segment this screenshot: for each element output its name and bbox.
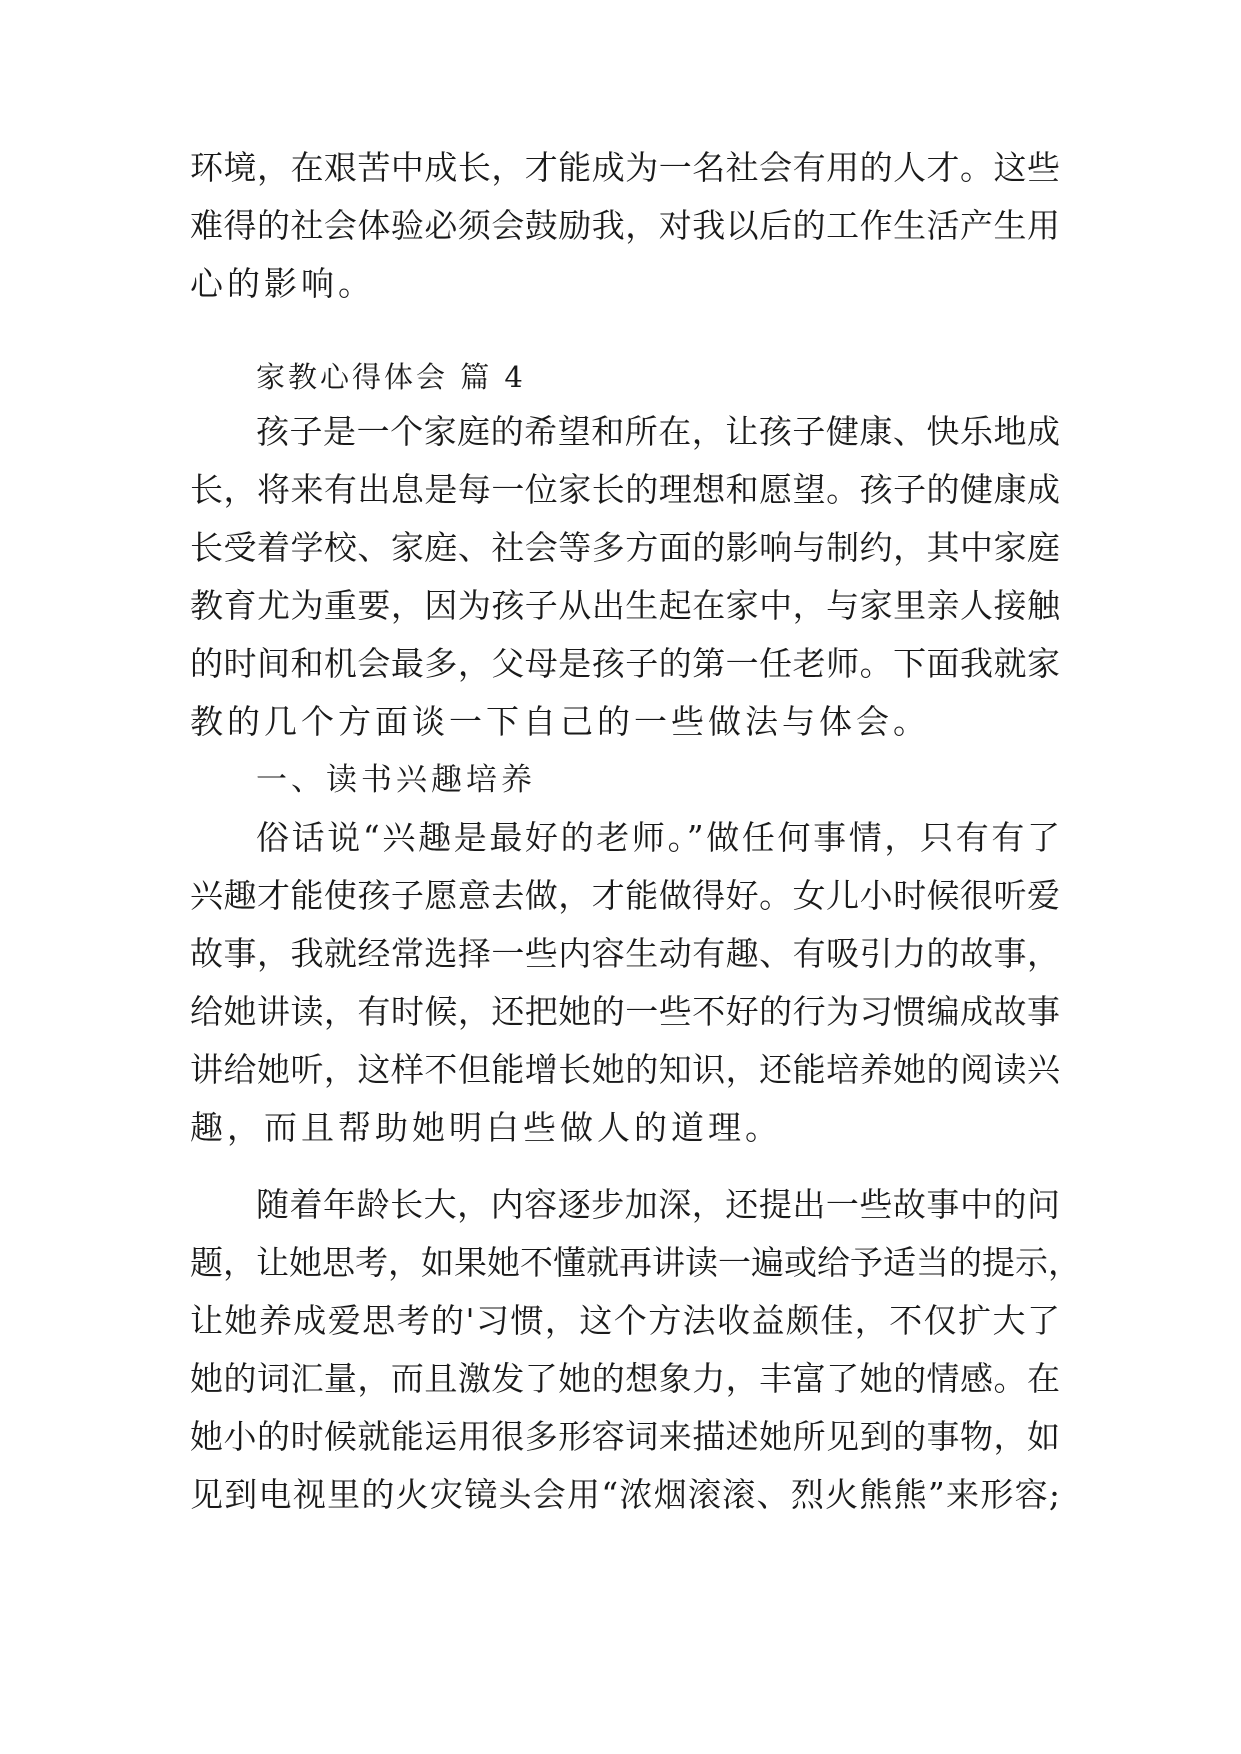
subheading: 一、读书兴趣培养 xyxy=(256,762,536,798)
paragraph-line: 她的词汇量，而且激发了她的想象力，丰富了她的情感。在 xyxy=(190,1359,1060,1398)
paragraph-line: 孩子是一个家庭的希望和所在，让孩子健康、快乐地成 xyxy=(256,412,1060,451)
paragraph-line: 讲给她听，这样不但能增长她的知识，还能培养她的阅读兴 xyxy=(190,1050,1060,1089)
paragraph-line: 随着年龄长大，内容逐步加深，还提出一些故事中的问 xyxy=(256,1185,1060,1224)
paragraph-line: 让她养成爱思考的'习惯，这个方法收益颇佳，不仅扩大了 xyxy=(190,1301,1060,1340)
paragraph-line: 教育尤为重要，因为孩子从出生起在家中，与家里亲人接触 xyxy=(190,586,1060,625)
paragraph-line: 给她讲读，有时候，还把她的一些不好的行为习惯编成故事 xyxy=(190,992,1060,1031)
paragraph-line: 教的几个方面谈一下自己的一些做法与体会。 xyxy=(190,702,930,741)
paragraph-line: 长，将来有出息是每一位家长的理想和愿望。孩子的健康成 xyxy=(190,470,1060,509)
paragraph-line: 题，让她思考，如果她不懂就再讲读一遍或给予适当的提示， xyxy=(190,1243,1081,1282)
section-heading: 家教心得体会 篇 4 xyxy=(256,360,526,394)
paragraph-line: 她小的时候就能运用很多形容词来描述她所见到的事物，如 xyxy=(190,1417,1060,1456)
paragraph-line: 见到电视里的火灾镜头会用“浓烟滚滚、烈火熊熊”来形容; xyxy=(190,1475,1060,1514)
paragraph-line: 环境，在艰苦中成长，才能成为一名社会有用的人才。这些 xyxy=(190,148,1060,187)
paragraph-line: 难得的社会体验必须会鼓励我，对我以后的工作生活产生用 xyxy=(190,206,1060,245)
paragraph-line: 的时间和机会最多，父母是孩子的第一任老师。下面我就家 xyxy=(190,644,1060,683)
paragraph-line: 心的影响。 xyxy=(190,264,375,303)
paragraph-line: 兴趣才能使孩子愿意去做，才能做得好。女儿小时候很听爱 xyxy=(190,876,1060,915)
paragraph-line: 俗话说“兴趣是最好的老师。”做任何事情，只有有了 xyxy=(256,818,1060,857)
paragraph-line: 长受着学校、家庭、社会等多方面的影响与制约，其中家庭 xyxy=(190,528,1060,567)
paragraph-line: 故事，我就经常选择一些内容生动有趣、有吸引力的故事， xyxy=(190,934,1060,973)
paragraph-line: 趣，而且帮助她明白些做人的道理。 xyxy=(190,1108,782,1147)
